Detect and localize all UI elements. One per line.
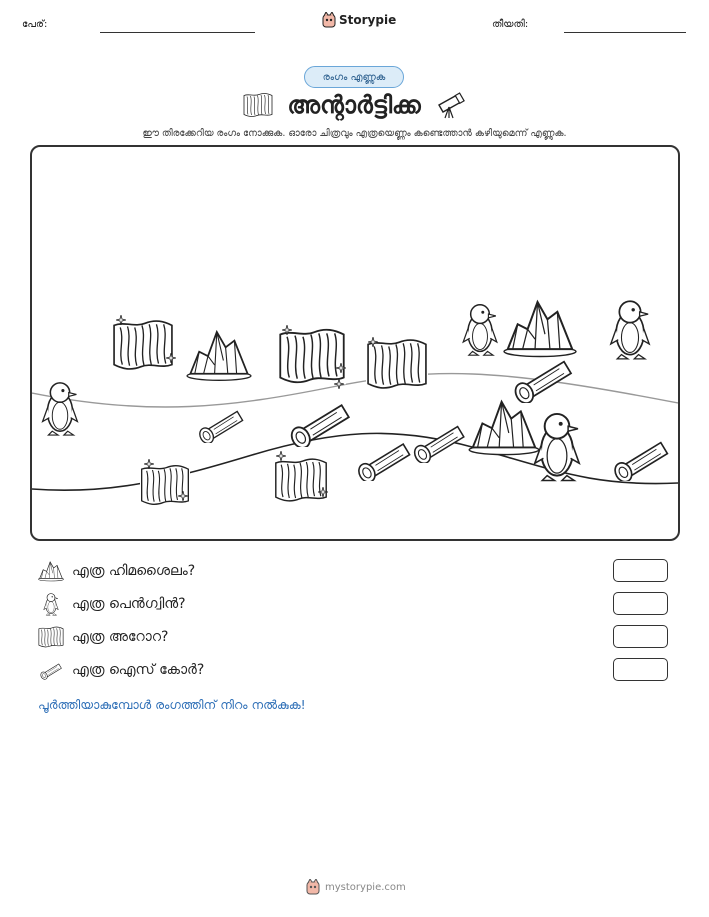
penguin-3 bbox=[611, 301, 649, 359]
aurora-2 bbox=[278, 325, 346, 389]
brand-name: Storypie bbox=[339, 13, 397, 27]
site-url: mystorypie.com bbox=[325, 881, 406, 893]
answer-box-4[interactable] bbox=[613, 658, 668, 681]
storypie-mascot-icon bbox=[322, 12, 336, 28]
storypie-mascot-icon bbox=[306, 879, 320, 895]
question-4 bbox=[38, 657, 204, 683]
aurora-3 bbox=[336, 337, 428, 390]
ice-core-6 bbox=[612, 443, 668, 485]
question-2-text: എത്ര പെൻഗ്വിൻ? bbox=[72, 596, 186, 612]
iceberg-icon bbox=[38, 559, 64, 583]
ice-core-2 bbox=[288, 405, 349, 451]
instructions: ഈ തിരക്കേറിയ രംഗം നോക്കുക. ഓരോ ചിത്രവും എത്രയെണ്ണം കണ്ടെത്താൻ കഴിയുമെന്ന് എണ്ണുക. bbox=[142, 128, 567, 139]
scene-panel bbox=[30, 145, 680, 541]
scene-drawing bbox=[32, 147, 678, 539]
question-3-text: എത്ര അറോറ? bbox=[72, 629, 169, 645]
page-title: അന്റാർട്ടിക്ക bbox=[287, 91, 421, 119]
ice-core-4 bbox=[412, 427, 464, 467]
date-field[interactable] bbox=[564, 32, 686, 33]
question-3 bbox=[38, 624, 168, 650]
answer-box-2[interactable] bbox=[613, 592, 668, 615]
iceberg-1 bbox=[187, 332, 251, 380]
penguin-icon bbox=[38, 592, 64, 616]
storypie-logo bbox=[322, 12, 396, 28]
site-footer bbox=[306, 879, 406, 895]
title-row bbox=[230, 86, 478, 124]
telescope-icon bbox=[435, 91, 465, 119]
question-2 bbox=[38, 591, 186, 617]
snow-hill-line bbox=[32, 374, 678, 407]
color-instruction: പൂർത്തിയാകുമ്പോൾ രംഗത്തിന് നിറം നൽകുക! bbox=[38, 697, 306, 712]
answer-box-3[interactable] bbox=[613, 625, 668, 648]
answer-box-1[interactable] bbox=[613, 559, 668, 582]
aurora-icon bbox=[243, 92, 273, 118]
ice-core-1 bbox=[197, 411, 243, 445]
date-label: തീയതി: bbox=[492, 19, 529, 30]
ice-core-icon bbox=[38, 658, 64, 682]
penguin-4 bbox=[535, 414, 579, 481]
aurora-4 bbox=[140, 459, 190, 506]
penguin-1 bbox=[43, 383, 78, 435]
name-field[interactable] bbox=[100, 32, 255, 33]
aurora-5 bbox=[274, 451, 328, 503]
snow-ground-line bbox=[32, 433, 678, 490]
ice-core-5 bbox=[512, 362, 571, 407]
question-4-text: എത്ര ഐസ് കോർ? bbox=[72, 662, 205, 678]
iceberg-2 bbox=[504, 302, 576, 357]
ice-core-3 bbox=[356, 444, 410, 485]
aurora-1 bbox=[112, 315, 176, 371]
penguin-2 bbox=[463, 305, 497, 355]
iceberg-3 bbox=[469, 402, 539, 455]
aurora-icon bbox=[38, 625, 64, 649]
activity-badge: രംഗം എണ്ണുക bbox=[304, 66, 404, 88]
question-1 bbox=[38, 558, 195, 584]
name-label: പേര്: bbox=[22, 19, 48, 30]
question-1-text: എത്ര ഹിമശൈലം? bbox=[72, 563, 196, 579]
